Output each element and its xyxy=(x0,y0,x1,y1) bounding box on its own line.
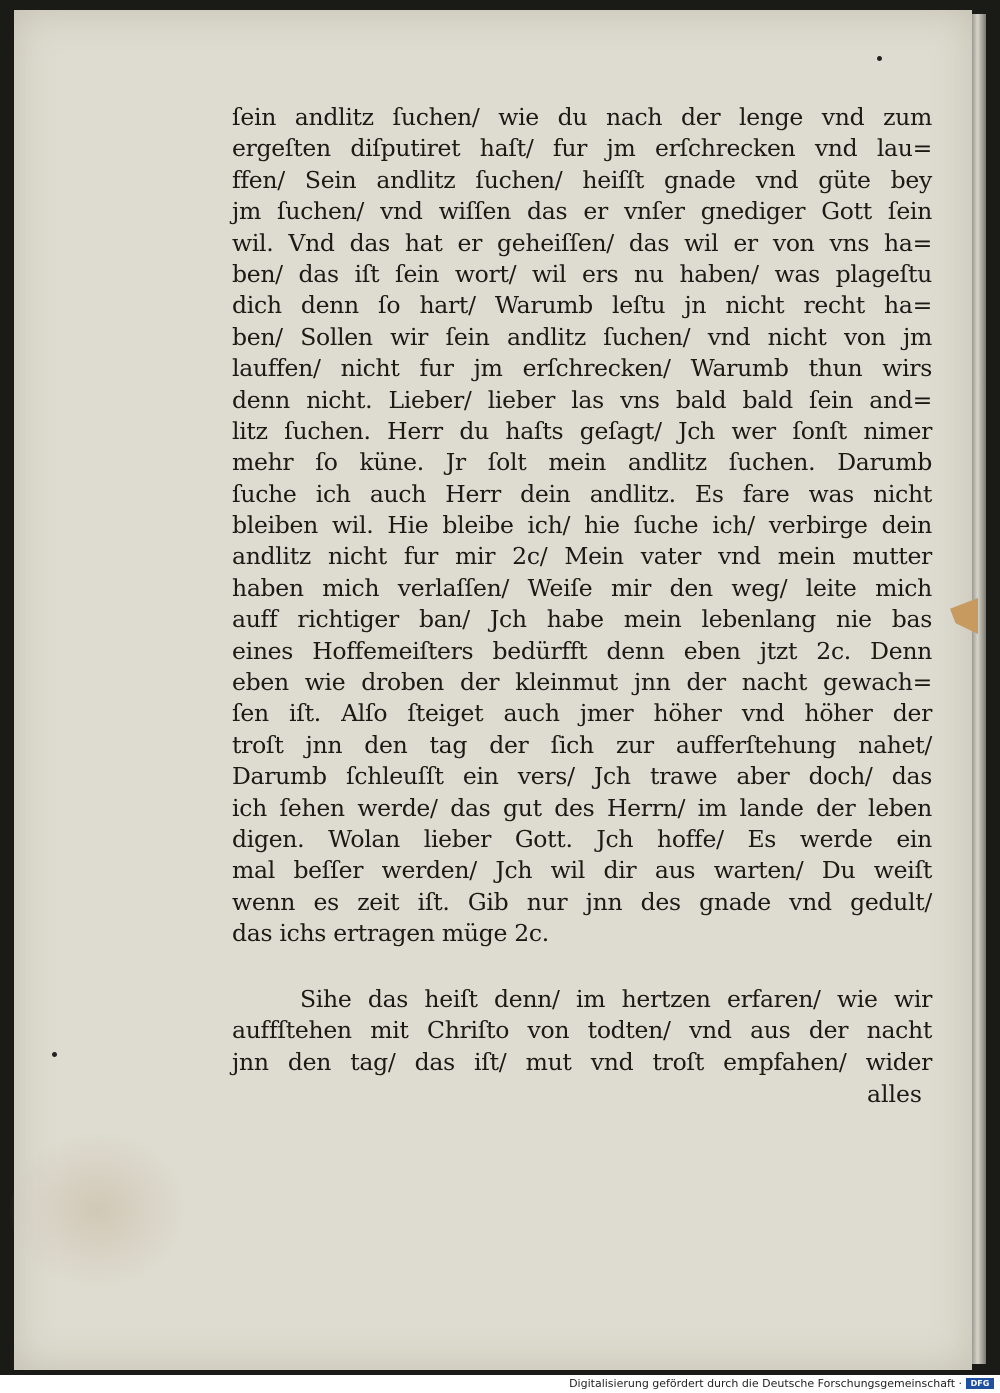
text-line: eben wie droben der kleinmut jnn der nacht gewach= xyxy=(232,668,932,697)
text-line: ben/ das iſt ſein wort/ wil ers nu haben/ was plageſtu xyxy=(232,259,932,288)
text-line: Sihe das heiſt denn/ im hertzen erfaren/ wie wir xyxy=(300,985,932,1013)
text-line: mehr ſo küne. Jr ſolt mein andlitz ſuchen. Darumb xyxy=(232,448,932,477)
text-line: wil. Vnd das hat er geheiſſen/ das wil er von vns ha= xyxy=(232,228,932,257)
text-line: wenn es zeit iſt. Gib nur jnn des gnade vnd gedult/ xyxy=(232,887,932,916)
footer-credit: Digitalisierung gefördert durch die Deutsche Forschungsgemeinschaft · xyxy=(569,1377,962,1390)
footer-bar xyxy=(0,1375,1000,1393)
text-line: ben/ Sollen wir ſein andlitz ſuchen/ vnd nicht von jm xyxy=(232,322,932,351)
text-line: ich ſehen werde/ das gut des Herrn/ im lande der leben xyxy=(232,793,932,822)
text-line: litz ſuchen. Herr du haſts geſagt/ Jch wer ſonſt nimer xyxy=(232,416,932,445)
catchword: alles xyxy=(866,1080,922,1108)
text-line: lauffen/ nicht fur jm erſchrecken/ Warumb thun wirs xyxy=(232,354,932,383)
text-line: denn nicht. Lieber/ lieber las vns bald bald ſein and= xyxy=(232,385,932,414)
text-line: ſen iſt. Alſo ſteiget auch jmer höher vnd höher der xyxy=(232,699,932,728)
text-line: das ichs ertragen müge 2c. xyxy=(232,919,549,948)
text-line: mal beſſer werden/ Jch wil dir aus warten/ Du weiſt xyxy=(232,856,932,885)
ink-dot xyxy=(877,56,882,61)
text-line: troſt jnn den tag der ſich zur aufferſtehung nahet/ xyxy=(232,730,932,759)
text-line: dich denn ſo hart/ Warumb leſtu jn nicht recht ha= xyxy=(232,291,932,320)
page-edge xyxy=(972,14,986,1364)
paper-stain xyxy=(8,1130,188,1290)
text-line: digen. Wolan lieber Gott. Jch hoffe/ Es werde ein xyxy=(232,824,932,853)
text-line: eines Hoffemeiſters bedürfft denn eben jtzt 2c. Denn xyxy=(232,636,932,665)
text-line: ergeſten diſputiret haſt/ fur jm erſchrecken vnd lau= xyxy=(232,134,932,163)
text-line: haben mich verlaſſen/ Weiſe mir den weg/ leite mich xyxy=(232,573,932,602)
text-line: ſein andlitz ſuchen/ wie du nach der lenge vnd zum xyxy=(232,103,932,131)
dfg-logo-icon: DFG xyxy=(966,1378,994,1389)
paragraph-2 xyxy=(232,984,932,1078)
text-line: Darumb ſchleuſſt ein vers/ Jch trawe aber doch/ das xyxy=(232,762,932,791)
text-line: auffſtehen mit Chriſto von todten/ vnd aus der nacht xyxy=(232,1016,932,1045)
text-line: ſuche ich auch Herr dein andlitz. Es fare was nicht xyxy=(232,479,932,508)
text-line: ffen/ Sein andlitz ſuchen/ heiſſt gnade vnd güte bey xyxy=(232,165,932,194)
text-line: bleiben wil. Hie bleibe ich/ hie ſuche ich/ verbirge dein xyxy=(232,511,932,540)
text-line: auff richtiger ban/ Jch habe mein lebenlang nie bas xyxy=(232,605,932,634)
paragraph-1 xyxy=(232,102,932,950)
text-line: andlitz nicht fur mir 2c/ Mein vater vnd mein mutter xyxy=(232,542,932,571)
text-line: jnn den tag/ das iſt/ mut vnd troſt empfahen/ wider xyxy=(232,1047,932,1076)
ink-dot xyxy=(52,1052,57,1057)
text-line: jm ſuchen/ vnd wiſſen das er vnſer gnediger Gott ſein xyxy=(232,197,932,226)
